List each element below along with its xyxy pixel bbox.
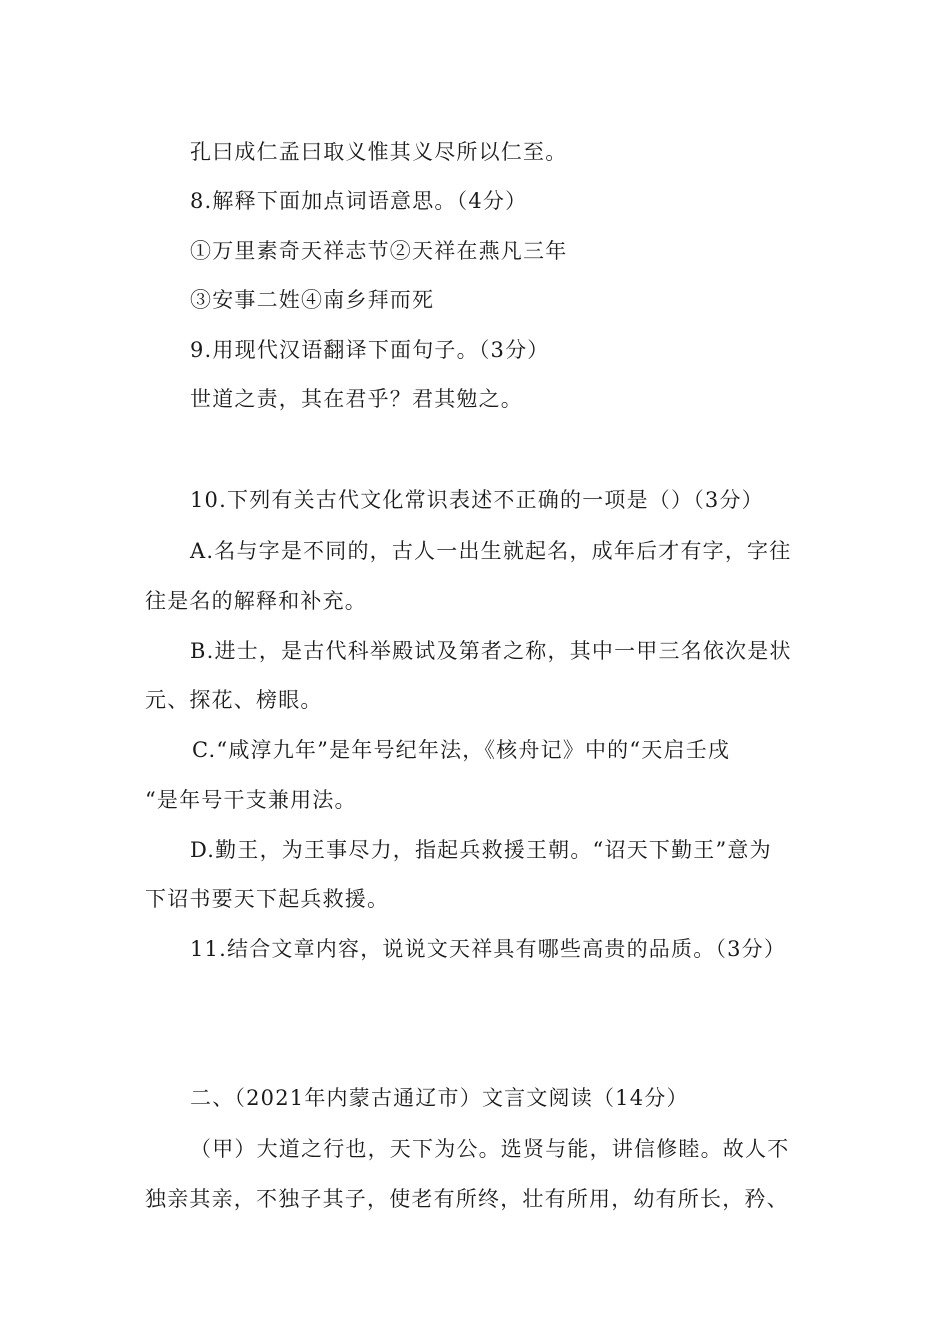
option-c-line-2: “是年号干支兼用法。 <box>145 788 357 812</box>
text-line-quote: 孔曰成仁孟曰取义惟其义尽所以仁至。 <box>190 140 568 164</box>
passage-jia-line-2: 独亲其亲，不独子其子，使老有所终，壮有所用，幼有所长，矜、 <box>145 1187 789 1211</box>
passage-jia-line-1: （甲）大道之行也，天下为公。选贤与能，讲信修睦。故人不 <box>190 1137 790 1161</box>
question-8-item-3-4: ③安事二姓④南乡拜而死 <box>190 288 435 312</box>
option-b-line-1: B.进士，是古代科举殿试及第者之称，其中一甲三名依次是状 <box>190 639 792 663</box>
question-9-sentence: 世道之责，其在君乎？君其勉之。 <box>190 387 523 411</box>
question-9-title: 9.用现代汉语翻译下面句子。（3分） <box>190 338 550 362</box>
option-d-line-2: 下诏书要天下起兵救援。 <box>145 887 390 911</box>
section-2-heading: 二、（2021年内蒙古通辽市）文言文阅读（14分） <box>190 1086 689 1110</box>
option-a-line-1: A.名与字是不同的，古人一出生就起名，成年后才有字，字往 <box>190 539 792 563</box>
option-b-line-2: 元、探花、榜眼。 <box>145 688 323 712</box>
option-a-line-2: 往是名的解释和补充。 <box>145 589 367 613</box>
question-11-title: 11.结合文章内容，说说文天祥具有哪些高贵的品质。（3分） <box>190 937 787 961</box>
question-8-item-1-2: ①万里素奇天祥志节②天祥在燕凡三年 <box>190 239 568 263</box>
option-d-line-1: D.勤王，为王事尽力，指起兵救援王朝。“诏天下勤王”意为 <box>190 838 772 862</box>
question-10-title: 10.下列有关古代文化常识表述不正确的一项是（）（3分） <box>190 488 764 512</box>
option-c-line-1: C.“咸淳九年”是年号纪年法，《核舟记》中的“天启壬戌 <box>192 738 731 762</box>
question-8-title: 8.解释下面加点词语意思。（4分） <box>190 189 528 213</box>
